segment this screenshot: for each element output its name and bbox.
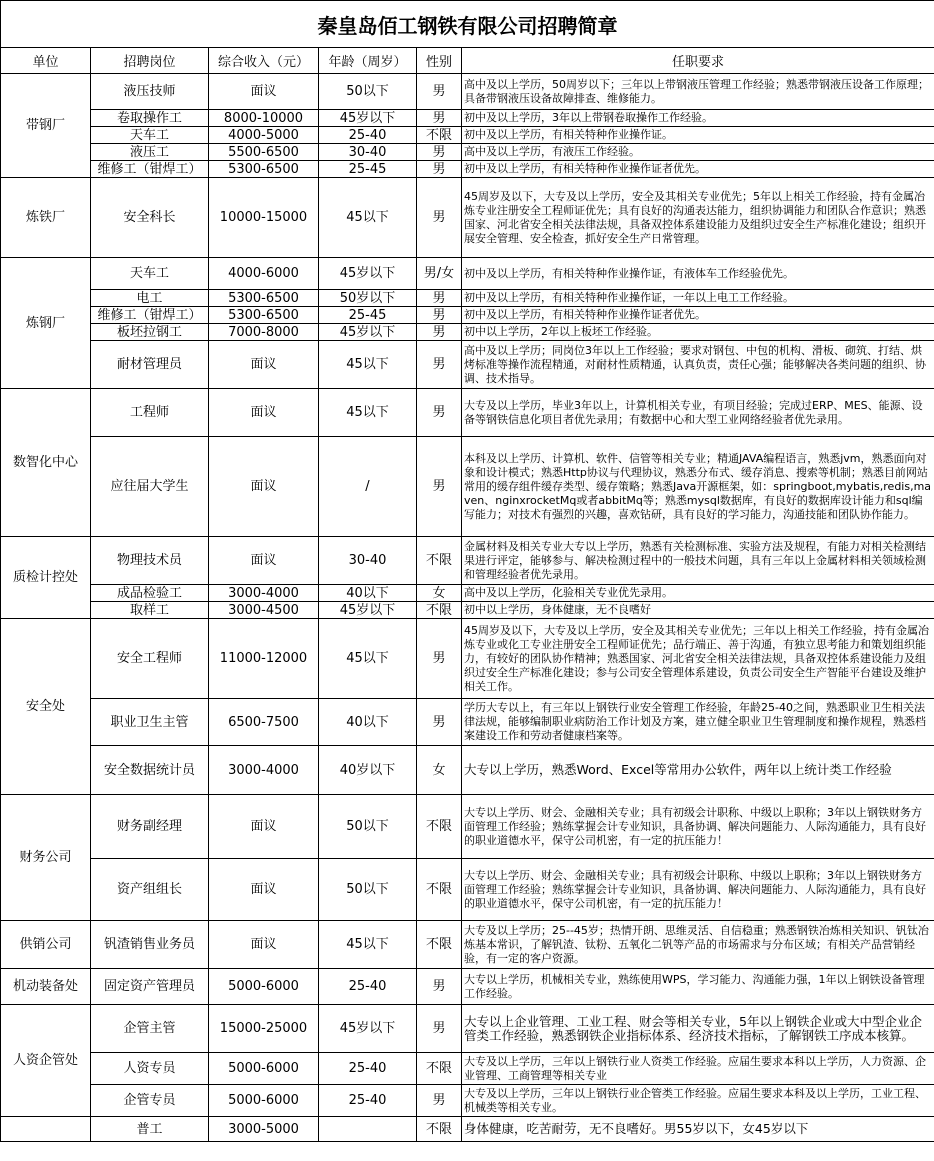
requirements-cell: 大专以上企业管理、工业工程、财会等相关专业，5年以上钢铁企业或大中型企业企管类工作经验，熟悉钢铁企业指标体系、经济技术指标，了解钢铁工序成本核算。 <box>462 1005 934 1053</box>
table-row <box>1 1117 934 1142</box>
position-cell: 安全科长 <box>91 178 209 258</box>
unit-cell: 财务公司 <box>1 795 91 921</box>
age-cell: 45以下 <box>319 619 417 699</box>
position-cell: 资产组组长 <box>91 859 209 921</box>
age-cell: 25-40 <box>319 1053 417 1085</box>
age-cell: 25-45 <box>319 307 417 324</box>
table-row <box>1 699 934 746</box>
income-cell: 10000-15000 <box>209 178 319 258</box>
position-cell: 人资专员 <box>91 1053 209 1085</box>
age-cell: / <box>319 437 417 537</box>
income-cell: 4000-6000 <box>209 258 319 290</box>
income-cell: 5300-6500 <box>209 290 319 307</box>
income-cell: 面议 <box>209 341 319 389</box>
table-row <box>1 178 934 258</box>
gender-cell: 男 <box>417 437 462 537</box>
age-cell: 45以下 <box>319 389 417 437</box>
requirements-cell: 45周岁及以下，大专及以上学历，安全及其相关专业优先；5年以上相关工作经验，持有金属冶炼专业注册安全工程师证优先；具有良好的沟通表达能力，组织协调能力和团队合作意识；熟悉国家、河北省安全相关法律法规，具备双控体系建设能力及组织过安全生产标准化建设；组织开展安全管理、安全检查，抓好安全生产日常管理。 <box>462 178 934 258</box>
income-cell: 5500-6500 <box>209 144 319 161</box>
requirements-cell: 高中及以上学历；同岗位3年以上工作经验；要求对钢包、中包的机构、滑板、砌筑、打结、烘烤标准等操作流程精通，对耐材性质精通，认真负责，责任心强；能够解决各类问题的组织、协调、技术指导。 <box>462 341 934 389</box>
position-cell: 企管主管 <box>91 1005 209 1053</box>
table-row <box>1 161 934 178</box>
unit-cell: 带钢厂 <box>1 74 91 178</box>
gender-cell: 男 <box>417 178 462 258</box>
gender-cell: 男 <box>417 619 462 699</box>
income-cell: 5300-6500 <box>209 307 319 324</box>
gender-cell: 女 <box>417 585 462 602</box>
age-cell: 25-45 <box>319 161 417 178</box>
income-cell: 面议 <box>209 921 319 969</box>
table-row <box>1 74 934 110</box>
age-cell: 50以下 <box>319 859 417 921</box>
table-row <box>1 437 934 537</box>
header-position: 招聘岗位 <box>91 48 209 74</box>
age-cell: 50以下 <box>319 795 417 859</box>
gender-cell: 不限 <box>417 537 462 585</box>
gender-cell: 男 <box>417 307 462 324</box>
requirements-cell: 大专以上学历，机械相关专业，熟练使用WPS，学习能力、沟通能力强，1年以上钢铁设备管理工作经验。 <box>462 969 934 1005</box>
requirements-cell: 大专以上学历、财会、金融相关专业；具有初级会计职称、中级以上职称；3年以上钢铁财务方面管理工作经验；熟练掌握会计专业知识，具备协调、解决问题能力、人际沟通能力，具有良好的职业道德水平，保守公司机密，有一定的抗压能力！ <box>462 795 934 859</box>
table-row <box>1 859 934 921</box>
gender-cell: 男 <box>417 699 462 746</box>
table-row <box>1 110 934 127</box>
age-cell: 45岁以下 <box>319 602 417 619</box>
requirements-cell: 初中及以上学历，有相关特种作业操作证。 <box>462 127 934 144</box>
requirements-cell: 高中及以上学历，50周岁以下；三年以上带钢液压管理工作经验；熟悉带钢液压设备工作原理；具备带钢液压设备故障排查、维修能力。 <box>462 74 934 110</box>
position-cell: 板坯拉钢工 <box>91 324 209 341</box>
income-cell: 4000-5000 <box>209 127 319 144</box>
requirements-cell: 初中以上学历，2年以上板坯工作经验。 <box>462 324 934 341</box>
gender-cell: 不限 <box>417 1117 462 1142</box>
income-cell: 面议 <box>209 389 319 437</box>
income-cell: 5000-6000 <box>209 969 319 1005</box>
requirements-cell: 大专以上学历、财会、金融相关专业；具有初级会计职称、中级以上职称；3年以上钢铁财务方面管理工作经验；熟练掌握会计专业知识，具备协调、解决问题能力、人际沟通能力，具有良好的职业道德水平，保守公司机密，有一定的抗压能力！ <box>462 859 934 921</box>
requirements-cell: 初中及以上学历，3年以上带钢卷取操作工作经验。 <box>462 110 934 127</box>
age-cell: 45以下 <box>319 341 417 389</box>
position-cell: 企管专员 <box>91 1085 209 1117</box>
requirements-cell: 45周岁及以下，大专及以上学历，安全及其相关专业优先；三年以上相关工作经验，持有金属冶炼专业或化工专业注册安全工程师证优先；品行端正、善于沟通，有独立思考能力和策划组织能力，有较好的团队协作精神；熟悉国家、河北省安全相关法律法规，具备双控体系建设能力及组织过安全生产标准化建设；参与公司安全管理体系建设，负责公司安全生产智能平台建设及维护相关工作。 <box>462 619 934 699</box>
income-cell: 3000-4000 <box>209 746 319 795</box>
position-cell: 物理技术员 <box>91 537 209 585</box>
position-cell: 成品检验工 <box>91 585 209 602</box>
income-cell: 面议 <box>209 537 319 585</box>
requirements-cell: 大专及以上学历，三年以上钢铁行业人资类工作经验。应届生要求本科以上学历，人力资源、企业管理、工商管理等相关专业 <box>462 1053 934 1085</box>
gender-cell: 不限 <box>417 1053 462 1085</box>
header-row <box>1 48 934 74</box>
header-age: 年龄（周岁） <box>319 48 417 74</box>
income-cell: 面议 <box>209 74 319 110</box>
table-row <box>1 1085 934 1117</box>
table-row <box>1 1005 934 1053</box>
header-income: 综合收入（元） <box>209 48 319 74</box>
position-cell: 液压技师 <box>91 74 209 110</box>
income-cell: 3000-4000 <box>209 585 319 602</box>
gender-cell: 男 <box>417 389 462 437</box>
table-row <box>1 537 934 585</box>
table-row <box>1 619 934 699</box>
position-cell: 取样工 <box>91 602 209 619</box>
title-row <box>1 1 934 48</box>
table-row <box>1 795 934 859</box>
requirements-cell: 初中及以上学历，有相关特种作业操作证，有液体车工作经验优先。 <box>462 258 934 290</box>
unit-cell: 机动装备处 <box>1 969 91 1005</box>
position-cell: 职业卫生主管 <box>91 699 209 746</box>
requirements-cell: 大专及以上学历；25--45岁；热情开朗、思维灵活、自信稳重；熟悉钢铁冶炼相关知识、钒钛冶炼基本常识，了解钒渣、钛粉、五氧化二钒等产品的市场需求与分布区域；有相关产品营销经验，有一定的客户资源。 <box>462 921 934 969</box>
unit-cell: 质检计控处 <box>1 537 91 619</box>
age-cell: 45岁以下 <box>319 258 417 290</box>
position-cell: 耐材管理员 <box>91 341 209 389</box>
unit-cell: 安全处 <box>1 619 91 795</box>
age-cell: 40以下 <box>319 699 417 746</box>
table-row <box>1 921 934 969</box>
income-cell: 8000-10000 <box>209 110 319 127</box>
table-row <box>1 258 934 290</box>
gender-cell: 男 <box>417 110 462 127</box>
position-cell: 普工 <box>91 1117 209 1142</box>
age-cell: 40以下 <box>319 585 417 602</box>
age-cell: 50岁以下 <box>319 290 417 307</box>
gender-cell: 不限 <box>417 795 462 859</box>
table-row <box>1 324 934 341</box>
position-cell: 工程师 <box>91 389 209 437</box>
position-cell: 应往届大学生 <box>91 437 209 537</box>
requirements-cell: 学历大专以上，有三年以上钢铁行业安全管理工作经验，年龄25-40之间，熟悉职业卫生相关法律法规，能够编制职业病防治工作计划及方案，建立健全职业卫生管理制度和操作规程，熟悉档案建设工作和劳动者健康档案等。 <box>462 699 934 746</box>
position-cell: 维修工（钳焊工） <box>91 161 209 178</box>
position-cell: 天车工 <box>91 258 209 290</box>
position-cell: 天车工 <box>91 127 209 144</box>
gender-cell: 男 <box>417 74 462 110</box>
requirements-cell: 初中及以上学历，有相关特种作业操作证，一年以上电工工作经验。 <box>462 290 934 307</box>
income-cell: 6500-7500 <box>209 699 319 746</box>
gender-cell: 男/女 <box>417 258 462 290</box>
table-row <box>1 602 934 619</box>
table-row <box>1 585 934 602</box>
gender-cell: 不限 <box>417 602 462 619</box>
income-cell: 3000-5000 <box>209 1117 319 1142</box>
table-row <box>1 1053 934 1085</box>
table-row <box>1 746 934 795</box>
gender-cell: 不限 <box>417 859 462 921</box>
income-cell: 3000-4500 <box>209 602 319 619</box>
table-body <box>1 1 934 1142</box>
position-cell: 维修工（钳焊工） <box>91 307 209 324</box>
unit-cell: 炼铁厂 <box>1 178 91 258</box>
position-cell: 钒渣销售业务员 <box>91 921 209 969</box>
table-row <box>1 341 934 389</box>
gender-cell: 男 <box>417 341 462 389</box>
age-cell: 45以下 <box>319 178 417 258</box>
income-cell: 15000-25000 <box>209 1005 319 1053</box>
requirements-cell: 金属材料及相关专业大专以上学历，熟悉有关检测标准、实验方法及规程，有能力对相关检测结果进行评定，能够参与、解决检测过程中的一般技术问题，具有三年以上金属材料相关领域检测和管理经验者优先录用。 <box>462 537 934 585</box>
gender-cell: 女 <box>417 746 462 795</box>
unit-cell: 数智化中心 <box>1 389 91 537</box>
header-unit: 单位 <box>1 48 91 74</box>
income-cell: 5000-6000 <box>209 1053 319 1085</box>
position-cell: 液压工 <box>91 144 209 161</box>
table-row <box>1 307 934 324</box>
table-row <box>1 144 934 161</box>
unit-cell: 供销公司 <box>1 921 91 969</box>
unit-cell: 人资企管处 <box>1 1005 91 1117</box>
gender-cell: 男 <box>417 290 462 307</box>
requirements-cell: 初中以上学历，身体健康，无不良嗜好 <box>462 602 934 619</box>
requirements-cell: 大专及以上学历，三年以上钢铁行业企管类工作经验。应届生要求本科及以上学历，工业工程、机械类等相关专业。 <box>462 1085 934 1117</box>
page-title: 秦皇岛佰工钢铁有限公司招聘简章 <box>1 1 934 48</box>
position-cell: 固定资产管理员 <box>91 969 209 1005</box>
position-cell: 卷取操作工 <box>91 110 209 127</box>
requirements-cell: 初中及以上学历，有相关特种作业操作证者优先。 <box>462 307 934 324</box>
income-cell: 5300-6500 <box>209 161 319 178</box>
table-row <box>1 389 934 437</box>
gender-cell: 男 <box>417 324 462 341</box>
age-cell: 40岁以下 <box>319 746 417 795</box>
age-cell: 45岁以下 <box>319 324 417 341</box>
header-gender: 性别 <box>417 48 462 74</box>
table-row <box>1 127 934 144</box>
table-row <box>1 969 934 1005</box>
income-cell: 7000-8000 <box>209 324 319 341</box>
requirements-cell: 高中及以上学历，有液压工作经验。 <box>462 144 934 161</box>
table-row <box>1 290 934 307</box>
age-cell: 25-40 <box>319 127 417 144</box>
gender-cell: 男 <box>417 1005 462 1053</box>
age-cell: 30-40 <box>319 144 417 161</box>
age-cell: 30-40 <box>319 537 417 585</box>
gender-cell: 不限 <box>417 921 462 969</box>
age-cell: 25-40 <box>319 1085 417 1117</box>
age-cell: 45岁以下 <box>319 110 417 127</box>
position-cell: 电工 <box>91 290 209 307</box>
age-cell: 45岁以下 <box>319 1005 417 1053</box>
gender-cell: 男 <box>417 144 462 161</box>
gender-cell: 不限 <box>417 127 462 144</box>
requirements-cell: 本科及以上学历、计算机、软件、信管等相关专业；精通JAVA编程语言，熟悉jvm，熟悉面向对象和设计模式；熟悉Http协议与代理协议，熟悉分布式、缓存消息、搜索等机制；熟悉目前网站常用的缓存组件缓存类型、缓存策略；熟悉Java开源框架，如：springboot,mybatis,redis,maven、nginxrocketMq或者abbitMq等；熟悉mysql数据库，有良好的数据库设计能力和sql编写能力；对技术有强烈的兴趣，喜欢钻研，具有良好的学习能力，沟通技能和团队协作能力。 <box>462 437 934 537</box>
position-cell: 财务副经理 <box>91 795 209 859</box>
income-cell: 面议 <box>209 437 319 537</box>
age-cell: 25-40 <box>319 969 417 1005</box>
unit-cell <box>1 1117 91 1142</box>
income-cell: 面议 <box>209 795 319 859</box>
position-cell: 安全数据统计员 <box>91 746 209 795</box>
gender-cell: 男 <box>417 969 462 1005</box>
requirements-cell: 大专及以上学历，毕业3年以上，计算机相关专业，有项目经验；完成过ERP、MES、能源、设备等钢铁信息化项目者优先录用；有数据中心和大型工业网络经验者优先录用。 <box>462 389 934 437</box>
requirements-cell: 初中及以上学历，有相关特种作业操作证者优先。 <box>462 161 934 178</box>
header-requirements: 任职要求 <box>462 48 934 74</box>
requirements-cell: 身体健康，吃苦耐劳，无不良嗜好。男55岁以下，女45岁以下 <box>462 1117 934 1142</box>
unit-cell: 炼钢厂 <box>1 258 91 389</box>
age-cell: 45以下 <box>319 921 417 969</box>
requirements-cell: 高中及以上学历，化验相关专业优先录用。 <box>462 585 934 602</box>
gender-cell: 男 <box>417 1085 462 1117</box>
requirements-cell: 大专以上学历，熟悉Word、Excel等常用办公软件，两年以上统计类工作经验 <box>462 746 934 795</box>
age-cell <box>319 1117 417 1142</box>
income-cell: 5000-6000 <box>209 1085 319 1117</box>
income-cell: 面议 <box>209 859 319 921</box>
gender-cell: 男 <box>417 161 462 178</box>
position-cell: 安全工程师 <box>91 619 209 699</box>
income-cell: 11000-12000 <box>209 619 319 699</box>
age-cell: 50以下 <box>319 74 417 110</box>
